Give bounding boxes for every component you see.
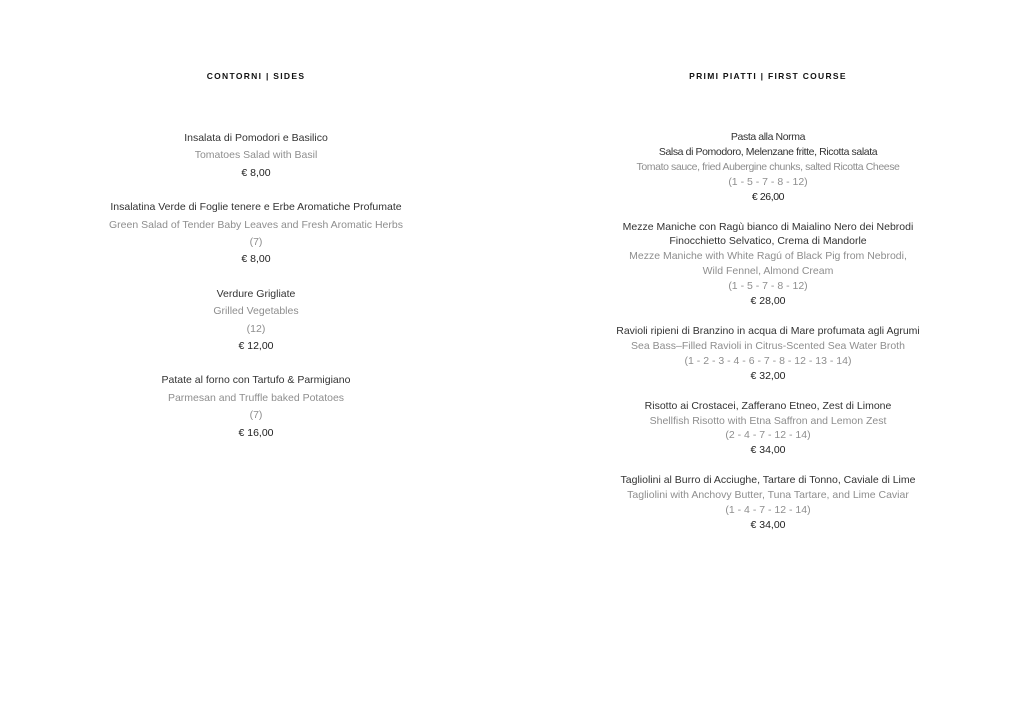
dish-name-it: Mezze Maniche con Ragù bianco di Maialino Nero dei Nebrodi — [622, 220, 914, 233]
dish-name-en: Tagliolini with Anchovy Butter, Tuna Tartare, and Lime Caviar — [627, 489, 909, 502]
dish-name-it: Pasta alla Norma — [730, 131, 806, 143]
dish-price: € 16,00 — [238, 426, 274, 439]
dish-description-en: Tomato sauce, fried Aubergine chunks, salted Ricotta Cheese — [636, 160, 900, 173]
dish-name-it: Risotto ai Crostacei, Zafferano Etneo, Zest di Limone — [644, 399, 892, 412]
menu-item — [582, 324, 954, 384]
dish-name-it: Insalata di Pomodori e Basilico — [184, 132, 328, 144]
menu-item — [70, 372, 442, 442]
dish-name-en: Shellfish Risotto with Etna Saffron and Lemon Zest — [649, 414, 887, 427]
dish-price: € 8,00 — [241, 166, 271, 179]
dish-price: € 34,00 — [750, 518, 786, 531]
dish-name-en: Green Salad of Tender Baby Leaves and Fresh Aromatic Herbs — [109, 218, 403, 231]
dish-allergens: (12) — [246, 322, 266, 335]
dish-price: € 12,00 — [238, 340, 274, 353]
dish-name-it: Ravioli ripieni di Branzino in acqua di Mare profumata agli Agrumi — [616, 324, 920, 337]
dish-allergens: (7) — [249, 409, 263, 422]
dish-name-en: Sea Bass–Filled Ravioli in Citrus-Scented Sea Water Broth — [631, 339, 905, 352]
sides-list — [70, 130, 442, 459]
dish-description-it: Salsa di Pomodoro, Melenzane fritte, Ricotta salata — [658, 145, 878, 158]
dish-allergens: (1 - 4 - 7 - 12 - 14) — [725, 504, 811, 517]
first-course-list — [582, 130, 954, 548]
menu-item — [70, 286, 442, 356]
dish-price: € 32,00 — [750, 369, 786, 382]
menu-item — [582, 399, 954, 459]
menu-item — [70, 130, 442, 182]
dish-name-it: Patate al forno con Tartufo & Parmigiano — [161, 374, 351, 387]
menu-item — [70, 199, 442, 269]
dish-price: € 26,00 — [751, 190, 785, 203]
dish-allergens: (2 - 4 - 7 - 12 - 14) — [725, 429, 811, 442]
dish-allergens: (7) — [249, 236, 263, 249]
dish-name-en: Grilled Vegetables — [213, 305, 299, 318]
section-title-sides: CONTORNI | SIDES — [206, 71, 306, 81]
dish-name-en: Parmesan and Truffle baked Potatoes — [167, 391, 345, 404]
menu-item — [582, 473, 954, 533]
dish-description-it: Finocchietto Selvatico, Crema di Mandorle — [669, 235, 867, 248]
menu-item — [582, 220, 954, 309]
dish-name-en: Mezze Maniche with White Ragú of Black Pig from Nebrodi, — [629, 250, 907, 263]
dish-allergens: (1 - 5 - 7 - 8 - 12) — [728, 280, 808, 293]
dish-name-it: Tagliolini al Burro di Acciughe, Tartare di Tonno, Caviale di Lime — [620, 474, 916, 487]
dish-price: € 28,00 — [750, 295, 786, 308]
section-title-first-course: PRIMI PIATTI | FIRST COURSE — [689, 71, 847, 81]
dish-name-it: Insalatina Verde di Foglie tenere e Erbe Aromatiche Profumate — [110, 201, 402, 214]
dish-name-en: Tomatoes Salad with Basil — [194, 149, 318, 162]
dish-name-it: Verdure Grigliate — [216, 287, 296, 300]
dish-description-en: Wild Fennel, Almond Cream — [702, 265, 834, 278]
dish-price: € 34,00 — [750, 444, 786, 457]
dish-allergens: (1 - 2 - 3 - 4 - 6 - 7 - 8 - 12 - 13 - 14) — [684, 354, 852, 367]
menu-item — [582, 130, 954, 205]
dish-price: € 8,00 — [241, 253, 271, 266]
dish-allergens: (1 - 5 - 7 - 8 - 12) — [728, 175, 808, 188]
